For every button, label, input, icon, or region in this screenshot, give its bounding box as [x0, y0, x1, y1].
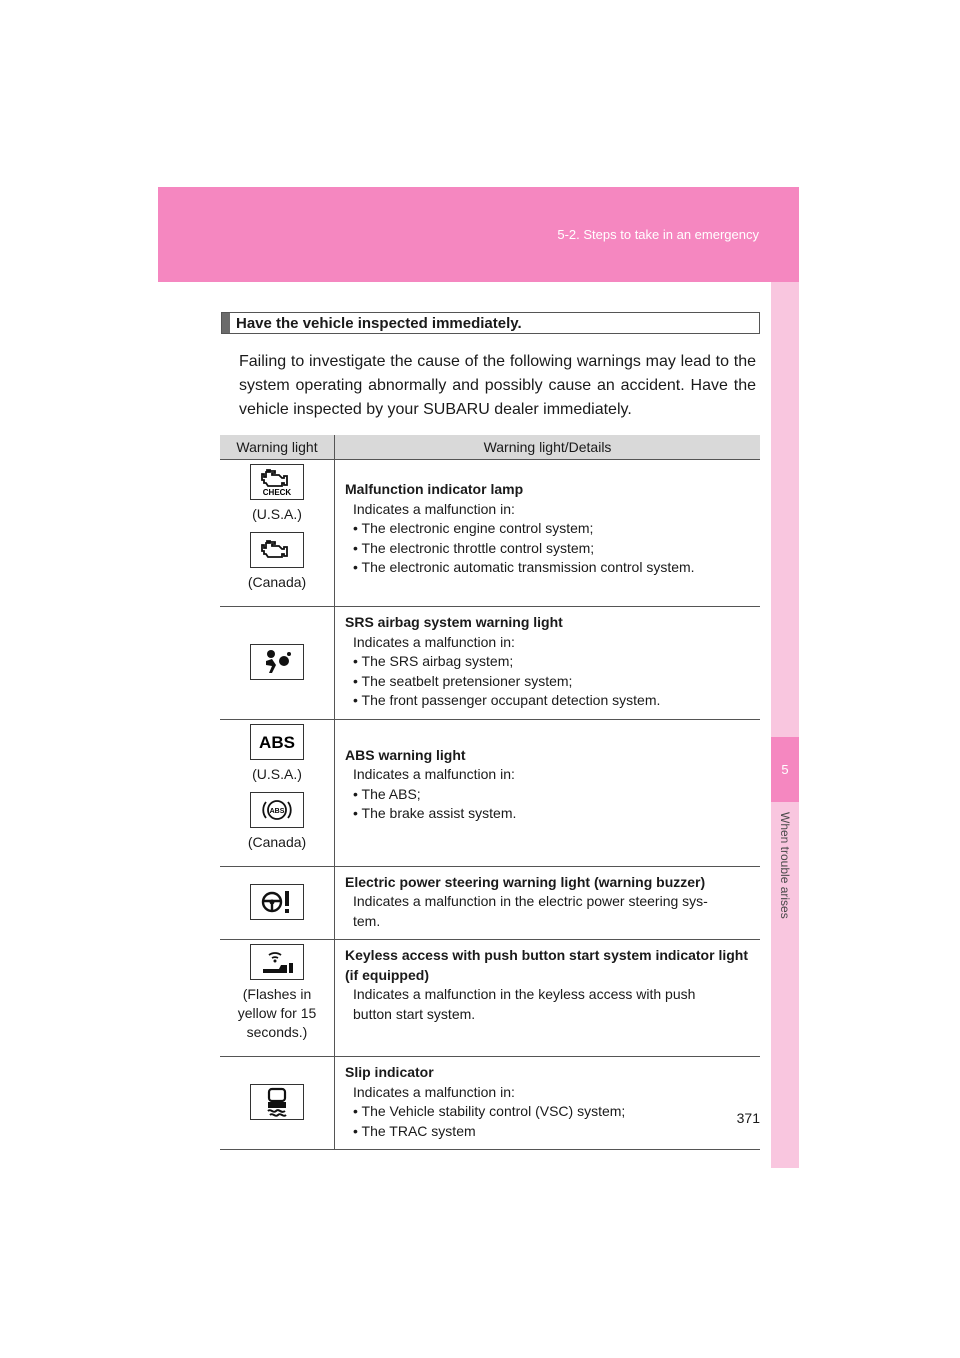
detail-cell	[335, 940, 761, 1057]
icon-cell	[220, 719, 335, 866]
detail-line: • The seatbelt pretensioner system;	[353, 672, 573, 689]
column-header-details: Warning light/Details	[335, 435, 761, 460]
icon-caption: (Canada)	[247, 833, 307, 850]
icon-cell	[220, 607, 335, 720]
detail-title: Slip indicator	[345, 1064, 434, 1080]
detail-cell	[335, 1057, 761, 1150]
table-row	[220, 866, 760, 940]
keyless-access-icon	[250, 944, 304, 980]
power-steering-icon	[250, 884, 304, 920]
detail-title: ABS warning light	[345, 746, 466, 763]
detail-cell	[335, 460, 761, 607]
icon-caption: (Canada)	[247, 574, 307, 590]
table-row	[220, 607, 760, 720]
check-engine-icon	[250, 464, 304, 500]
chapter-title: When trouble arises	[778, 812, 792, 919]
detail-line: tem.	[353, 912, 381, 929]
detail-line: • The electronic engine control system;	[353, 520, 594, 536]
detail-line: • The Vehicle stability control (VSC) system;	[353, 1103, 626, 1119]
table-row	[220, 719, 760, 866]
section-heading	[221, 312, 760, 334]
detail-line: Indicates a malfunction in:	[353, 766, 515, 782]
detail-line: • The SRS airbag system;	[353, 653, 514, 669]
column-header-warning-light: Warning light	[220, 435, 335, 460]
abs-text-icon	[250, 724, 304, 760]
abs-label: ABS	[259, 732, 295, 752]
detail-line: • The electronic throttle control system;	[353, 539, 595, 556]
icon-caption: (U.S.A.)	[252, 765, 302, 782]
detail-line: • The ABS;	[353, 785, 421, 802]
intro-paragraph: Failing to investigate the cause of the following warnings may lead to the system operating abnormally and possibly cause an accident. Have the vehicle inspected by your SUBARU dealer immediately.	[239, 353, 756, 418]
detail-line: • The electronic automatic transmission control system.	[353, 559, 695, 575]
detail-cell	[335, 719, 761, 866]
table-row	[220, 1057, 760, 1150]
detail-title: SRS airbag system warning light	[345, 614, 563, 630]
icon-caption: (U.S.A.)	[252, 506, 302, 522]
detail-title: Electric power steering warning light (warning buzzer)	[345, 873, 706, 890]
abs-small-label: ABS	[269, 807, 285, 815]
detail-line: • The brake assist system.	[353, 805, 517, 821]
slip-indicator-icon	[250, 1084, 304, 1120]
detail-cell	[335, 607, 761, 720]
detail-line: Indicates a malfunction in:	[353, 500, 515, 517]
detail-title: Keyless access with push button start system indicator light (if equipped)	[345, 947, 748, 983]
detail-line: • The front passenger occupant detection system.	[353, 692, 661, 708]
header-band	[158, 187, 799, 282]
icon-caption: (Flashes in yellow for 15 seconds.)	[237, 986, 317, 1040]
detail-line: Indicates a malfunction in the keyless access with push	[353, 986, 696, 1002]
icon-cell	[220, 1057, 335, 1150]
detail-line: Indicates a malfunction in:	[353, 1083, 515, 1100]
warning-light-table	[220, 435, 760, 1150]
icon-cell	[220, 866, 335, 940]
detail-line: Indicates a malfunction in the electric power steering sys-	[353, 893, 708, 909]
chapter-side-tab	[771, 282, 799, 1168]
detail-cell	[335, 866, 761, 940]
icon-cell	[220, 460, 335, 607]
abs-circle-icon	[250, 792, 304, 828]
heading-bar	[222, 313, 230, 333]
engine-icon	[250, 532, 304, 568]
page-number: 371	[736, 1110, 760, 1126]
chapter-number: 5	[771, 737, 799, 802]
detail-title: Malfunction indicator lamp	[345, 481, 524, 497]
detail-line: Indicates a malfunction in:	[353, 633, 515, 650]
check-label: CHECK	[262, 488, 292, 497]
airbag-icon	[250, 644, 304, 680]
table-header-row	[220, 435, 760, 460]
heading-text: Have the vehicle inspected immediately.	[236, 314, 522, 332]
table-row	[220, 460, 760, 607]
section-title: 5-2. Steps to take in an emergency	[557, 227, 759, 242]
icon-cell	[220, 940, 335, 1057]
detail-line: button start system.	[353, 1005, 476, 1022]
table-row	[220, 940, 760, 1057]
detail-line: • The TRAC system	[353, 1122, 476, 1139]
